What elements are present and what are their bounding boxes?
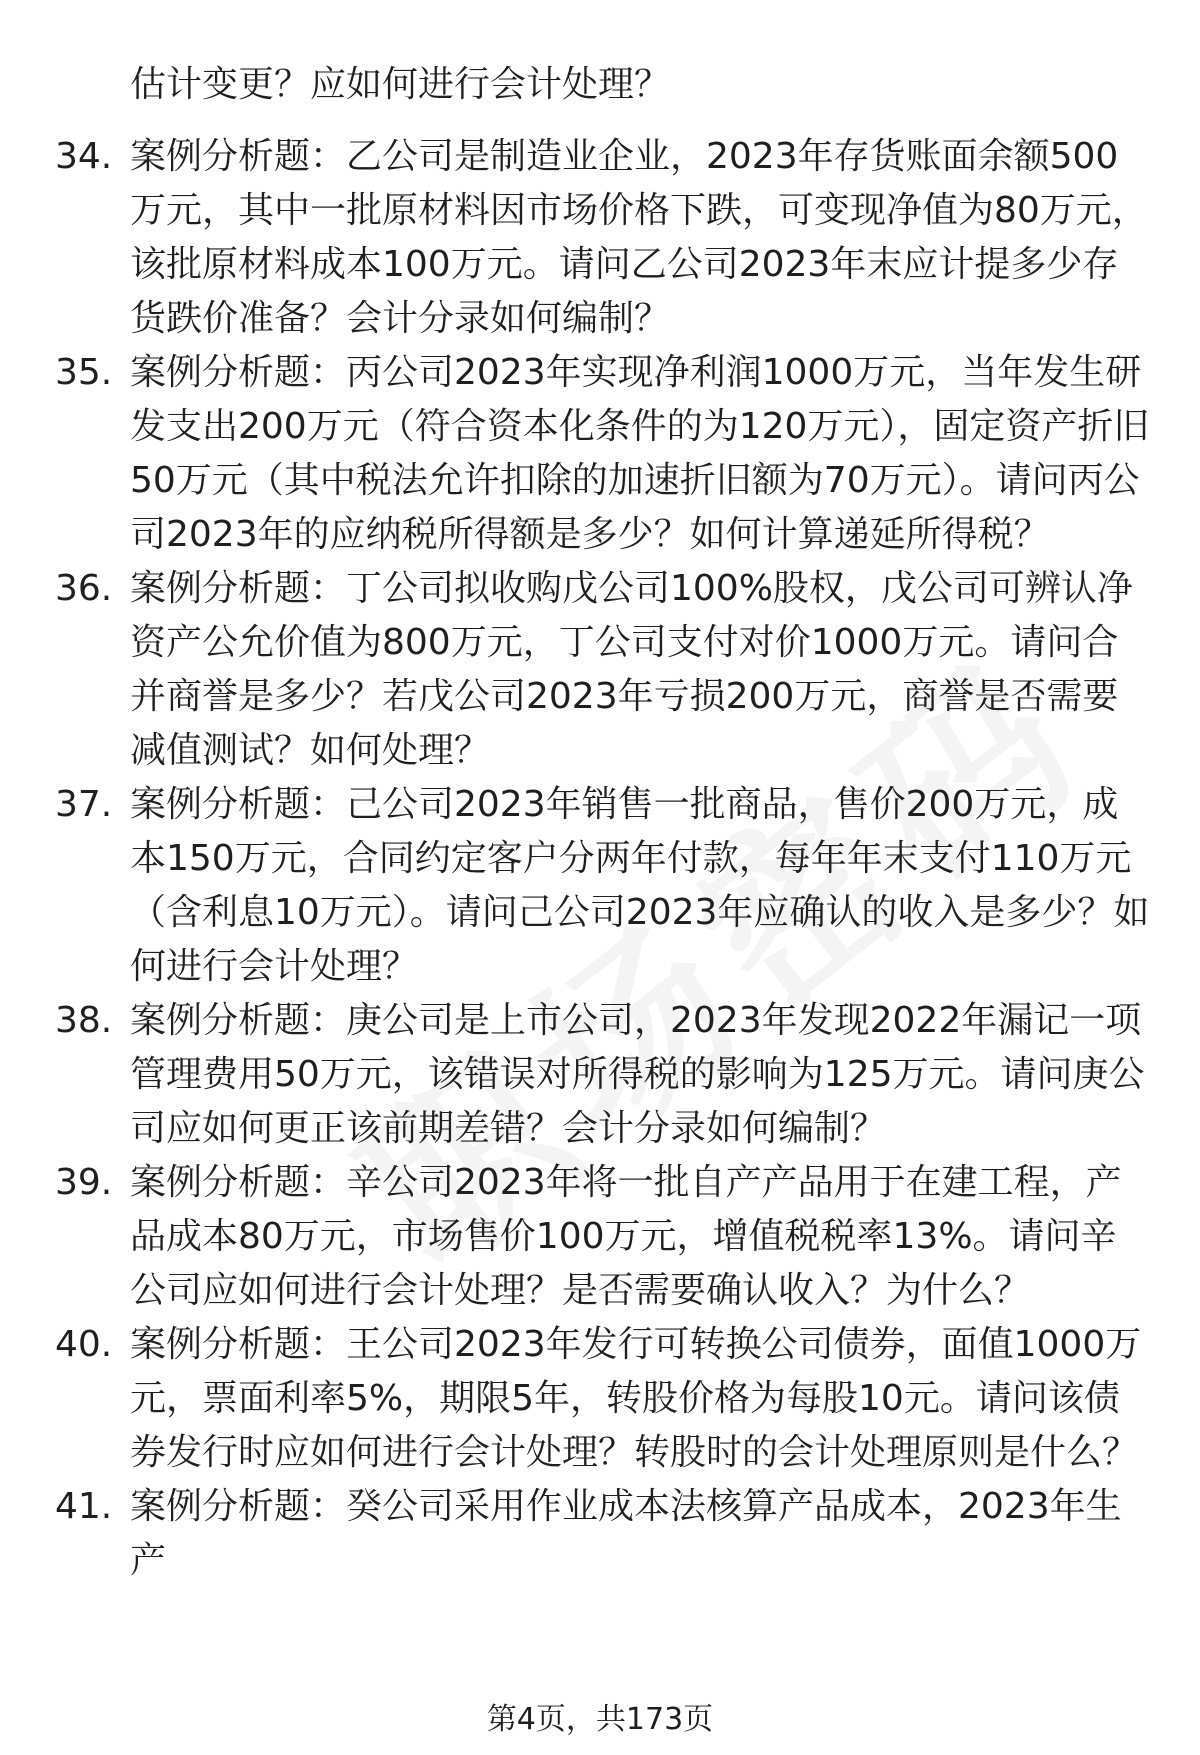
question-text: 案例分析题：己公司2023年销售一批商品，售价200万元，成本150万元，合同约定客户分两年付款，每年年末支付110万元（含利息10万元）。请问己公司2023年应确认的收入是多少？如何进行会计处理？ — [130, 784, 1150, 987]
question-number: 35. — [55, 352, 113, 393]
question-text: 案例分析题：乙公司是制造业企业，2023年存货账面余额500万元，其中一批原材料因市场价格下跌，可变现净值为80万元，该批原材料成本100万元。请问乙公司2023年末应计提多少存货跌价准备？会计分录如何编制？ — [130, 136, 1148, 339]
page-footer: 第4页，共173页 — [486, 1702, 714, 1737]
question-text: 案例分析题：王公司2023年发行可转换公司债券，面值1000万元，票面利率5%，期限5年，转股价格为每股10元。请问该债券发行时应如何进行会计处理？转股时的会计处理原则是什么？ — [130, 1324, 1142, 1473]
question-text: 案例分析题：癸公司采用作业成本法核算产品成本，2023年生产 — [130, 1486, 1122, 1581]
question-number: 38. — [55, 1000, 113, 1041]
question-text: 案例分析题：丙公司2023年实现净利润1000万元，当年发生研发支出200万元（符合资本化条件的为120万元），固定资产折旧50万元（其中税法允许扣除的加速折旧额为70万元）。请问丙公司2023年的应纳税所得额是多少？如何计算递延所得税？ — [130, 352, 1150, 555]
question-text: 案例分析题：辛公司2023年将一批自产产品用于在建工程，产品成本80万元，市场售价100万元，增值税税率13%。请问辛公司应如何进行会计处理？是否需要确认收入？为什么？ — [130, 1162, 1122, 1311]
question-text: 案例分析题：丁公司拟收购戊公司100%股权，戊公司可辨认净资产公允价值为800万元，丁公司支付对价1000万元。请问合并商誉是多少？若戊公司2023年亏损200万元，商誉是否需要减值测试？如何处理？ — [130, 568, 1133, 771]
question-number: 37. — [55, 784, 113, 825]
question-number: 41. — [55, 1486, 113, 1527]
question-number: 34. — [55, 136, 113, 177]
question-number: 40. — [55, 1324, 113, 1365]
question-number: 36. — [55, 568, 113, 609]
question-number: 39. — [55, 1162, 113, 1203]
question-text: 案例分析题：庚公司是上市公司，2023年发现2022年漏记一项管理费用50万元，该错误对所得税的影响为125万元。请问庚公司应如何更正该前期差错？会计分录如何编制？ — [130, 1000, 1145, 1149]
continuation-text: 估计变更？应如何进行会计处理？ — [130, 64, 671, 105]
